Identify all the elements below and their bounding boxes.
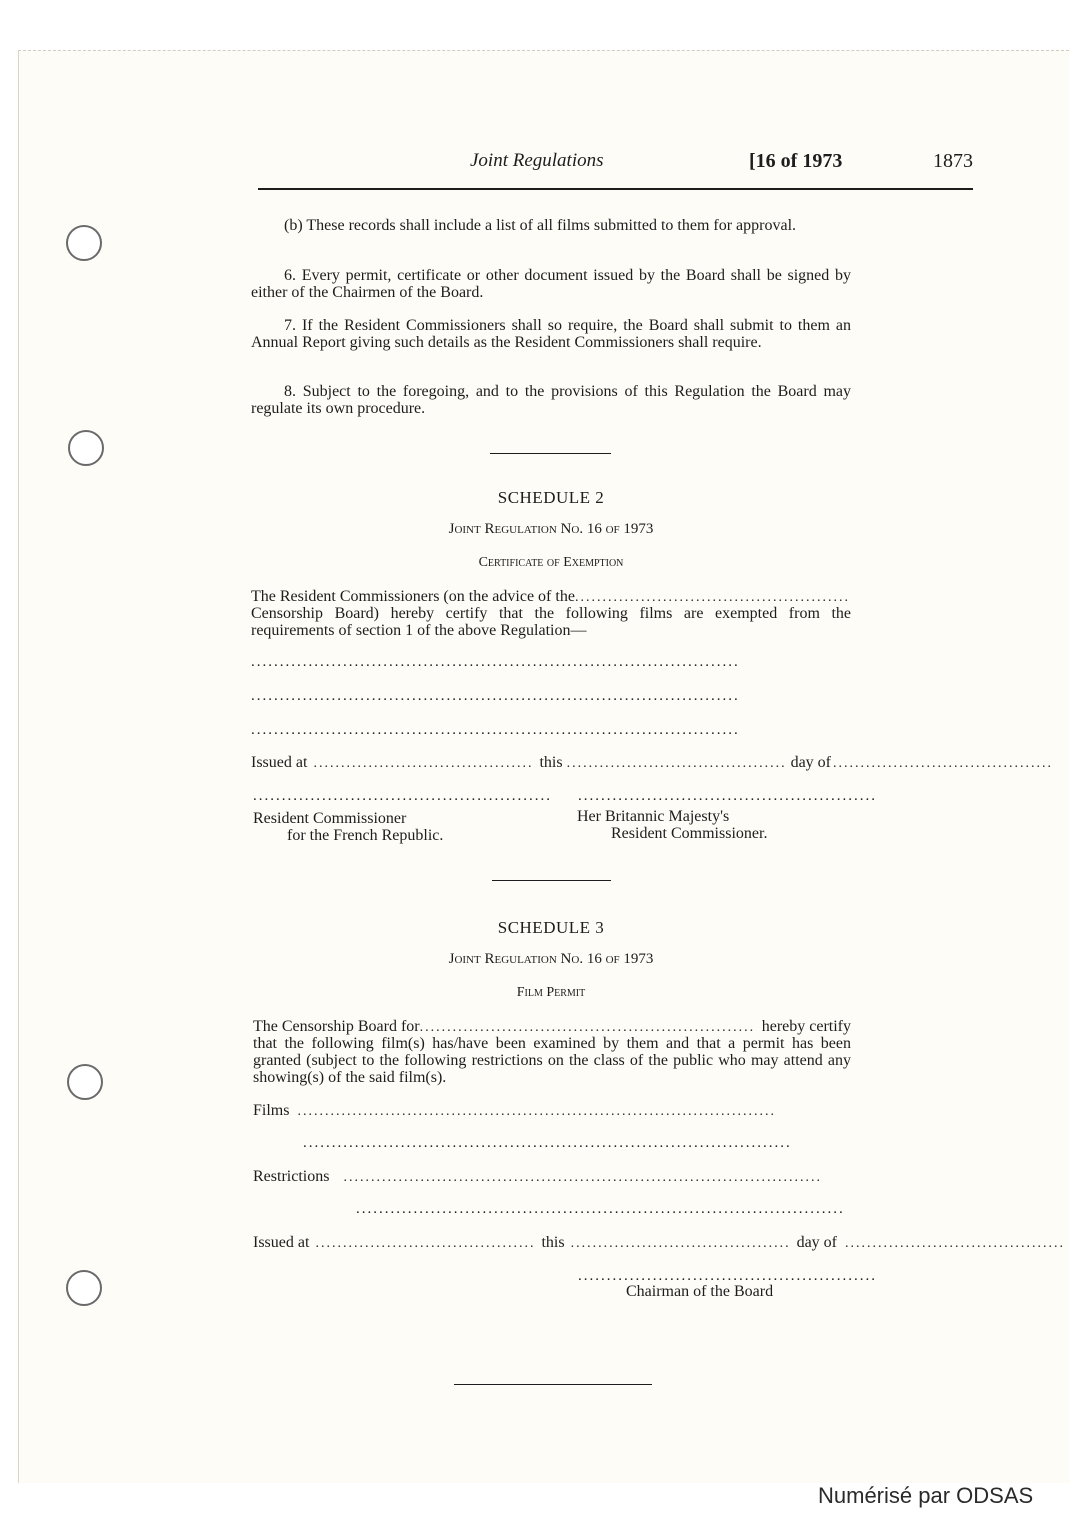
paragraph-8: 8. Subject to the foregoing, and to the provisions of this Regulation the Board may regulate its own procedure. — [251, 383, 851, 417]
signature-line-left: .................................................... — [253, 788, 552, 804]
issued-at-label: Issued at — [251, 754, 308, 771]
issued-line — [251, 754, 1053, 772]
schedule-2-form-title: Certificate of Exemption — [478, 555, 624, 570]
paragraph-5b: (b) These records shall include a list of all films submitted to them for approval. — [284, 217, 797, 234]
paragraph-7: 7. If the Resident Commissioners shall so require, the Board shall submit to them an Annual Report giving such details as the Resident Commissioners shall require. — [251, 317, 851, 351]
chairman-signature-line: .................................................... — [578, 1268, 877, 1284]
digitization-credit: Numérisé par ODSAS — [818, 1483, 1034, 1508]
signatory-british-line2: Resident Commissioner. — [611, 825, 768, 842]
issued-place-blank: ........................................ — [313, 756, 534, 771]
chairman-signatory: Chairman of the Board — [626, 1283, 774, 1300]
binder-hole — [68, 430, 104, 466]
paragraph-6: 6. Every permit, certificate or other document issued by the Board shall be signed by either of the Chairmen of the Board. — [251, 267, 851, 301]
permit-intro-rest: that the following film(s) has/have been examined by them and that a permit has been granted (subject to the following restrictions on the class of the public who may attend any showing(s) of the said film(s). — [253, 1035, 851, 1086]
board-name-blank: .................................................. — [574, 590, 850, 605]
binder-hole — [67, 1064, 103, 1100]
permit-issued-month-blank: ........................................ — [845, 1236, 1065, 1251]
header-rule — [258, 188, 973, 190]
films-blank: ....................................................................................... — [297, 1104, 776, 1119]
films-label: Films — [253, 1102, 290, 1119]
films-line — [253, 1102, 851, 1120]
signature-line-right: .................................................... — [578, 788, 877, 804]
schedule-3-heading: SCHEDULE 3 — [497, 918, 605, 937]
regulation-reference: [16 of 1973 — [749, 150, 843, 172]
exemption-intro-lead: The Resident Commissioners (on the advice of the — [251, 588, 575, 605]
permit-day-of-label: day of — [796, 1234, 837, 1251]
schedule-2-subheading: Joint Regulation No. 16 of 1973 — [448, 521, 654, 537]
permit-this-label: this — [541, 1234, 565, 1251]
running-header-title: Joint Regulations — [470, 150, 604, 171]
exemption-intro-line — [251, 588, 851, 606]
issued-day-blank: ........................................ — [566, 756, 787, 771]
restrictions-label: Restrictions — [253, 1168, 330, 1185]
permit-intro-lead: The Censorship Board for — [253, 1018, 420, 1035]
exemption-intro-rest: Censorship Board) hereby certify that the following films are exempted from the requirements of section 1 of the above Regulation— — [251, 605, 851, 639]
this-label: this — [539, 754, 563, 771]
schedule-3-subheading: Joint Regulation No. 16 of 1973 — [448, 951, 654, 967]
signatory-french-line2: for the French Republic. — [287, 827, 444, 844]
binder-hole — [66, 225, 102, 261]
signatory-french-line1: Resident Commissioner — [253, 810, 407, 827]
restrictions-line — [253, 1168, 851, 1186]
binder-hole — [66, 1270, 102, 1306]
film-entry-line: ..................................................................................... — [251, 688, 740, 704]
end-rule — [454, 1384, 652, 1385]
permit-intro-lead-end: hereby certify — [761, 1018, 851, 1035]
signatory-british — [577, 808, 767, 842]
issued-month-blank: ........................................ — [833, 756, 1053, 771]
films-blank-continued: ..................................................................................... — [303, 1135, 792, 1151]
page-number: 1873 — [933, 150, 973, 172]
restrictions-blank-continued: ..................................................................................... — [356, 1201, 845, 1217]
board-territory-blank: ............................................................. — [419, 1020, 756, 1035]
permit-issued-day-blank: ........................................ — [570, 1236, 791, 1251]
signatory-british-line1: Her Britannic Majesty's — [577, 808, 730, 825]
day-of-label: day of — [790, 754, 831, 771]
permit-issued-at-label: Issued at — [253, 1234, 310, 1251]
schedule-3-form-title: Film Permit — [516, 985, 586, 1000]
permit-intro-line — [253, 1018, 851, 1036]
film-entry-line: ..................................................................................... — [251, 654, 740, 670]
film-entry-line: ..................................................................................... — [251, 722, 740, 738]
restrictions-blank: ....................................................................................... — [343, 1170, 822, 1185]
section-divider — [490, 453, 611, 454]
permit-issued-line — [253, 1234, 1065, 1252]
signatory-french — [253, 810, 443, 844]
section-divider — [492, 880, 611, 881]
schedule-2-heading: SCHEDULE 2 — [497, 488, 605, 507]
permit-issued-place-blank: ........................................ — [315, 1236, 536, 1251]
